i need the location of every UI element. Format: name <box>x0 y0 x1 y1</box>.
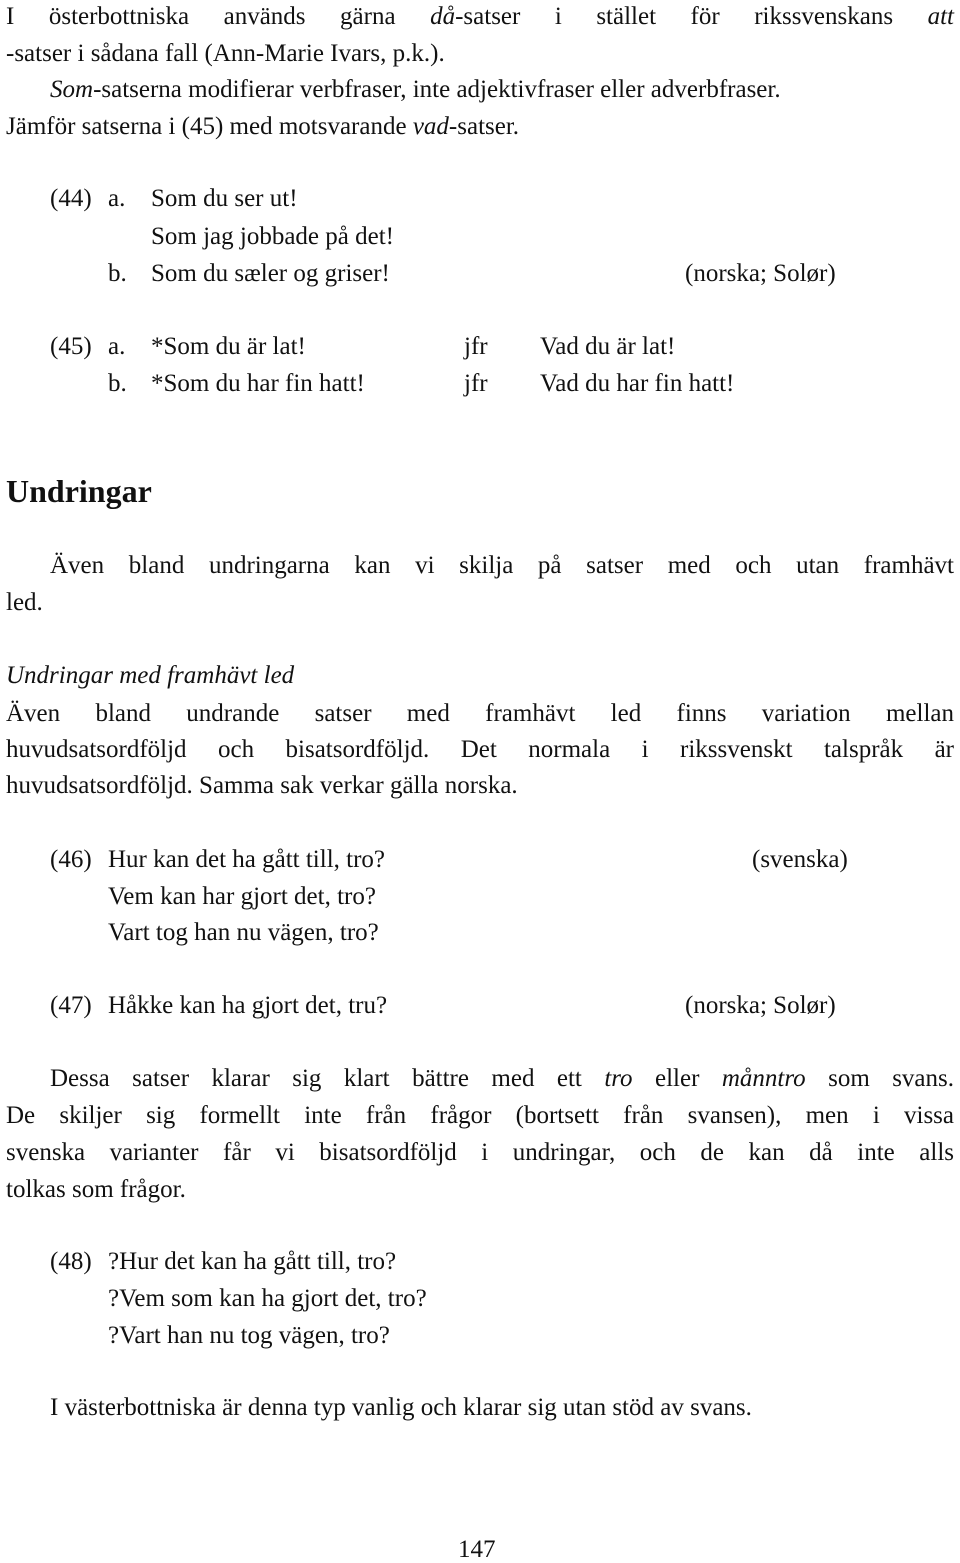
example-45-a-label: a. <box>108 333 126 360</box>
example-47-line-1: Håkke kan ha gjort det, tru? <box>108 992 388 1019</box>
paragraph-3-line-4: tolkas som frågor. <box>6 1176 186 1203</box>
example-44-a-label: a. <box>108 185 126 212</box>
example-45-number: (45) <box>50 333 92 360</box>
text-run: I österbottniska används gärna <box>6 3 431 30</box>
text-run: Dessa satser klarar sig klart bättre med ett <box>50 1065 605 1092</box>
closing-sentence: I västerbottniska är denna typ vanlig och klarar sig utan stöd av svans. <box>50 1394 752 1421</box>
intro-line-3 <box>50 77 781 102</box>
example-44-b-line-1: Som du sæler og griser! <box>151 260 390 287</box>
example-46-line-2: Vem kan har gjort det, tro? <box>108 883 376 910</box>
intro-line-2: -satser i sådana fall (Ann-Marie Ivars, p.k.). <box>6 40 445 67</box>
italic-term: månntro <box>721 1065 806 1092</box>
italic-term: att <box>927 3 954 30</box>
example-45-a-sentence: *Som du är lat! <box>151 333 306 360</box>
section-paragraph-2-line-2: huvudsatsordföljd och bisatsordföljd. Det normala i rikssvenskt talspråk är <box>6 736 954 763</box>
section-paragraph-2-line-3: huvudsatsordföljd. Samma sak verkar gälla norska. <box>6 772 518 799</box>
section-paragraph-1-line-1: Även bland undringarna kan vi skilja på satser med och utan framhävt <box>50 552 954 579</box>
text-run: -satser. <box>448 113 520 140</box>
example-45-b-compare: Vad du har fin hatt! <box>540 370 735 397</box>
paragraph-3-line-1 <box>50 1066 954 1091</box>
italic-term: Som <box>50 76 94 103</box>
example-46-language: (svenska) <box>752 846 848 873</box>
italic-term: vad <box>412 113 449 140</box>
page-number: 147 <box>458 1536 496 1563</box>
example-47-language: (norska; Solør) <box>685 992 836 1019</box>
example-45-b-label: b. <box>108 370 127 397</box>
intro-line-4 <box>6 114 519 139</box>
example-44-number: (44) <box>50 185 92 212</box>
intro-line-1 <box>6 4 954 29</box>
example-44-a-line-1: Som du ser ut! <box>151 185 298 212</box>
example-45-b-jfr: jfr <box>464 370 488 397</box>
example-48-line-3: ?Vart han nu tog vägen, tro? <box>108 1322 390 1349</box>
text-run: som svans. <box>805 1065 954 1092</box>
example-44-language: (norska; Solør) <box>685 260 836 287</box>
example-44-b-label: b. <box>108 260 127 287</box>
italic-term: tro <box>604 1065 633 1092</box>
text-run: eller <box>632 1065 722 1092</box>
example-48-line-1: ?Hur det kan ha gått till, tro? <box>108 1248 397 1275</box>
example-46-line-3: Vart tog han nu vägen, tro? <box>108 919 379 946</box>
example-47-number: (47) <box>50 992 92 1019</box>
example-48-number: (48) <box>50 1248 92 1275</box>
text-run: -satser i stället för rikssvenskans <box>455 3 928 30</box>
section-heading: Undringar <box>6 473 152 509</box>
section-paragraph-2-line-1: Även bland undrande satser med framhävt led finns variation mellan <box>6 700 954 727</box>
example-46-number: (46) <box>50 846 92 873</box>
example-44-a-line-2: Som jag jobbade på det! <box>151 223 394 250</box>
example-48-line-2: ?Vem som kan ha gjort det, tro? <box>108 1285 427 1312</box>
italic-term: då <box>430 3 456 30</box>
example-46-line-1: Hur kan det ha gått till, tro? <box>108 846 386 873</box>
section-paragraph-1-line-2: led. <box>6 589 43 616</box>
example-45-b-sentence: *Som du har fin hatt! <box>151 370 365 397</box>
subheading: Undringar med framhävt led <box>6 662 295 689</box>
example-45-a-compare: Vad du är lat! <box>540 333 676 360</box>
paragraph-3-line-2: De skiljer sig formellt inte från frågor (bortsett från svansen), men i vissa <box>6 1102 954 1129</box>
example-45-a-jfr: jfr <box>464 333 488 360</box>
paragraph-3-line-3: svenska varianter får vi bisatsordföljd i undringar, och de kan då inte alls <box>6 1139 954 1166</box>
text-run: Jämför satserna i (45) med motsvarande <box>6 113 413 140</box>
text-run: -satserna modifierar verbfraser, inte adjektivfraser eller adverbfraser. <box>93 76 781 103</box>
